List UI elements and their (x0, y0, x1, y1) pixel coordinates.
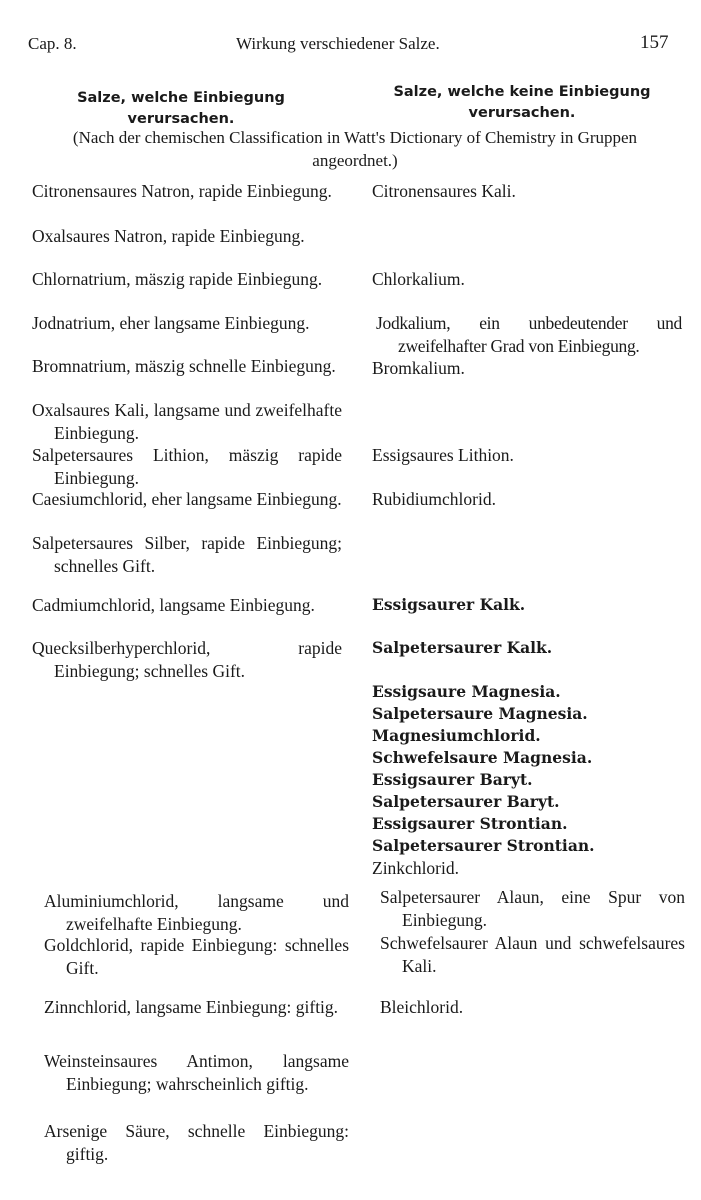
left-entry: Citronensaures Natron, rapide Einbiegung. (32, 181, 332, 201)
left-entry: Arsenige Säure, schnelle Einbiegung: giftig. (44, 1121, 349, 1164)
right-entry: Salpetersaure Magnesia. (372, 704, 588, 723)
left-entry: Salpetersaures Silber, rapide Einbiegung; schnelles Gift. (32, 533, 342, 576)
right-entry: Jodkalium, ein unbedeutender und zweifelhafter Grad von Einbiegung. (376, 313, 682, 356)
left-entry: Caesiumchlorid, eher langsame Einbiegung. (32, 489, 342, 509)
right-entry: Essigsaures Lithion. (372, 445, 514, 465)
left-entry: Chlornatrium, mäszig rapide Einbiegung. (32, 269, 323, 289)
right-entry: Salpetersaurer Kalk. (372, 638, 553, 657)
right-entry: Chlorkalium. (372, 269, 465, 289)
left-entry: Weinsteinsaures Antimon, langsame Einbiegung; wahrscheinlich giftig. (44, 1051, 349, 1094)
right-entry: Magnesiumchlorid. (372, 726, 541, 745)
left-entry: Cadmiumchlorid, langsame Einbiegung. (32, 595, 315, 615)
right-entry: Zinkchlorid. (372, 858, 459, 878)
right-entry: Essigsaurer Baryt. (372, 770, 533, 789)
left-entry: Jodnatrium, eher langsame Einbiegung. (32, 313, 310, 333)
right-entry: Bleichlorid. (380, 997, 464, 1017)
right-entry: Essigsaurer Kalk. (372, 595, 526, 614)
left-entry: Aluminiumchlorid, langsame und zweifelhafte Einbiegung. (44, 891, 349, 934)
right-entry: Citronensaures Kali. (372, 181, 516, 201)
right-entry: Salpetersaurer Strontian. (372, 836, 595, 855)
left-entry: Goldchlorid, rapide Einbiegung: schnelles Gift. (44, 935, 349, 978)
right-entry: Bromkalium. (372, 358, 465, 378)
left-entry: Quecksilberhyperchlorid, rapide Einbiegung; schnelles Gift. (32, 638, 342, 681)
left-entry: Oxalsaures Kali, langsame und zweifelhafte Einbiegung. (32, 400, 342, 443)
right-entry: Essigsaurer Strontian. (372, 814, 568, 833)
chapter-label: Cap. 8. (28, 34, 77, 53)
left-entry: Bromnatrium, mäszig schnelle Einbiegung. (32, 356, 336, 376)
right-entry: Schwefelsaurer Alaun und schwefelsaures Kali. (380, 933, 685, 976)
left-entry: Oxalsaures Natron, rapide Einbiegung. (32, 226, 305, 246)
right-entry: Rubidiumchlorid. (372, 489, 496, 509)
right-column-heading: Salze, welche keine Einbiegung verursachen. (393, 84, 651, 121)
left-entry: Zinnchlorid, langsame Einbiegung: giftig. (44, 997, 339, 1017)
classification-note: (Nach der chemischen Classification in Watt's Dictionary of Chemistry in Gruppen angeordnet.) (72, 128, 638, 170)
right-entry: Essigsaure Magnesia. (372, 682, 561, 701)
right-entry: Schwefelsaure Magnesia. (372, 748, 593, 767)
right-entry: Salpetersaurer Baryt. (372, 792, 560, 811)
running-title: Wirkung verschiedener Salze. (236, 34, 440, 53)
left-entry: Salpetersaures Lithion, mäszig rapide Einbiegung. (32, 445, 342, 488)
left-column-heading: Salze, welche Einbiegung verursachen. (77, 90, 285, 127)
page-number: 157 (640, 32, 669, 53)
right-entry: Salpetersaurer Alaun, eine Spur von Einbiegung. (380, 887, 685, 930)
